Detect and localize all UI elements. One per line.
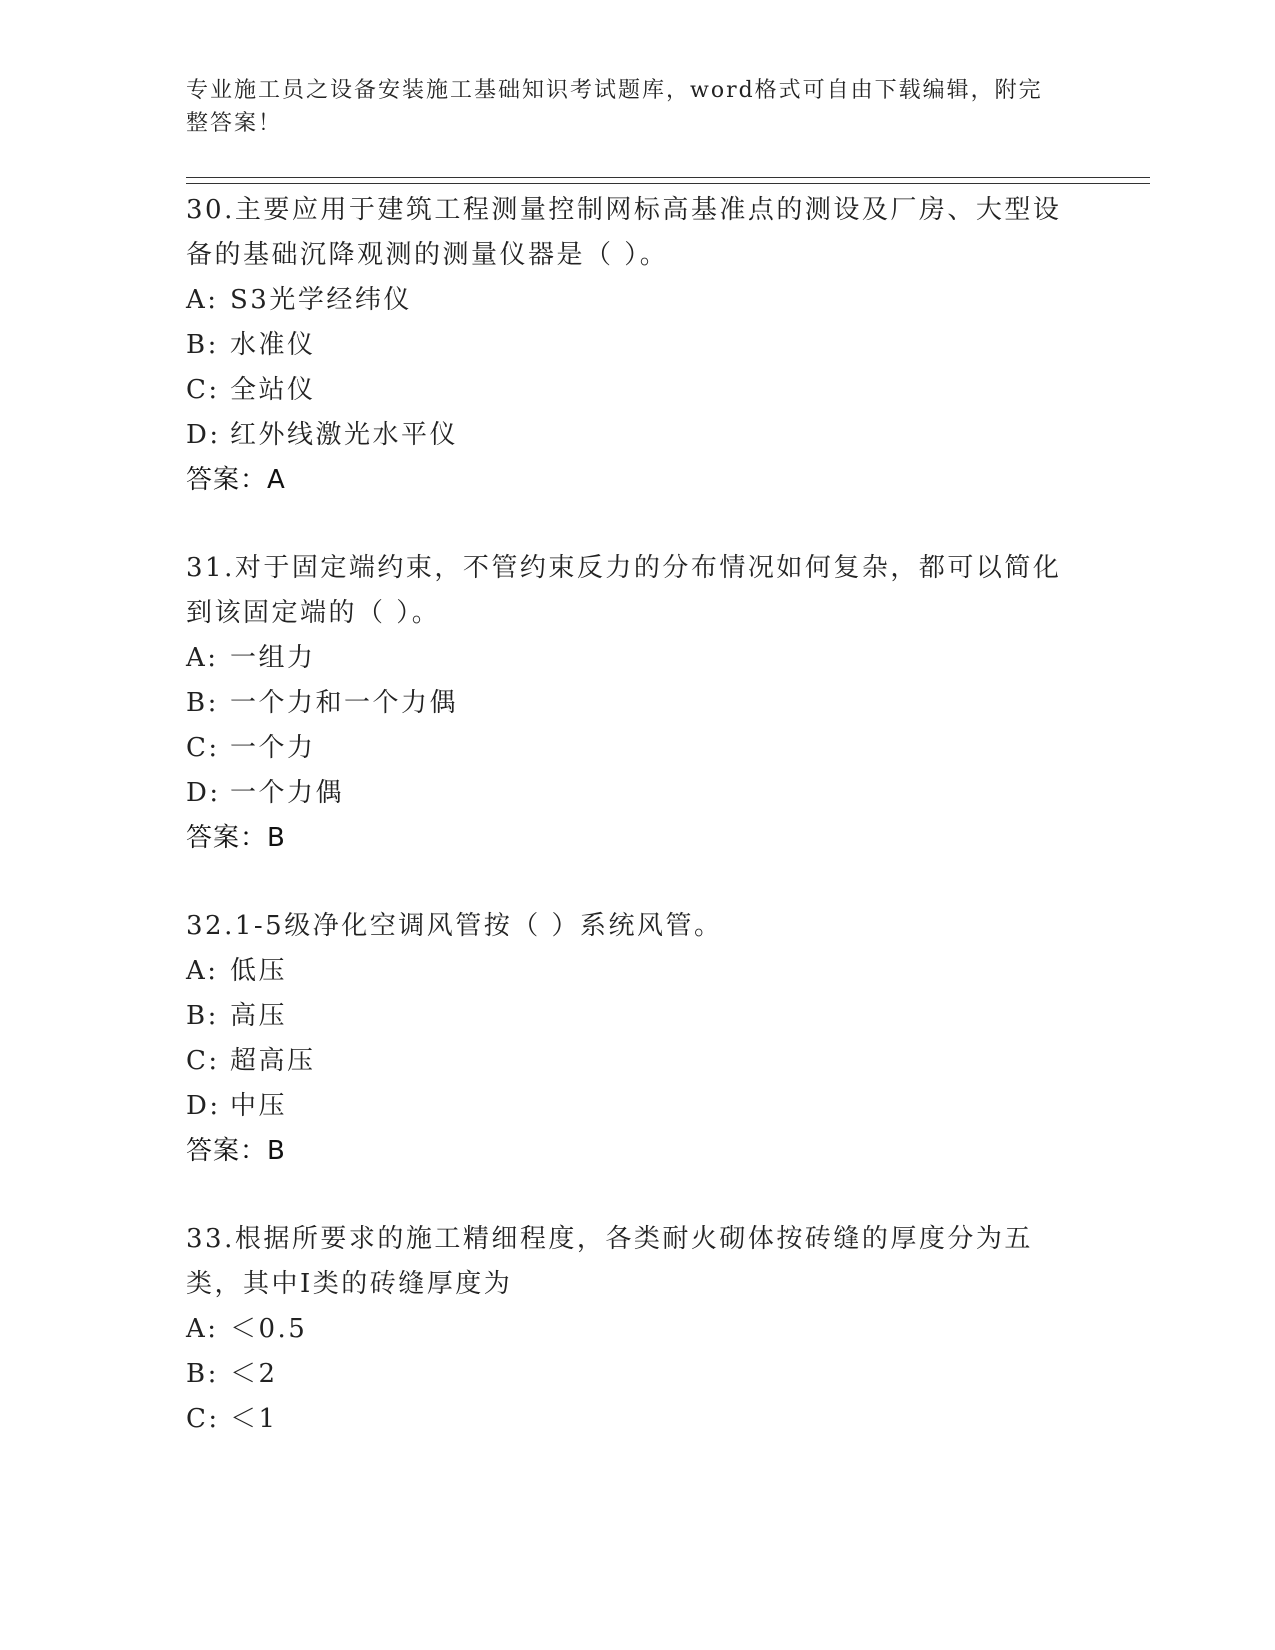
- option-text: 红外线激光水平仪: [230, 420, 459, 450]
- option-key: A:: [186, 285, 219, 315]
- document-header: 专业施工员之设备安装施工基础知识考试题库，word格式可自由下载编辑，附完整答案！: [186, 78, 1043, 136]
- question-32: [186, 904, 1086, 1174]
- option-key: B:: [186, 330, 219, 360]
- option-a: [186, 1307, 1086, 1352]
- answer-line: 答案：B: [186, 1136, 286, 1166]
- option-b: [186, 1352, 1086, 1397]
- question-stem: 31.对于固定端约束，不管约束反力的分布情况如何复杂，都可以简化到该固定端的（ ）。: [186, 553, 1062, 628]
- option-a: [186, 949, 1086, 994]
- option-c: [186, 1397, 1086, 1442]
- option-text: 水准仪: [230, 330, 316, 360]
- option-a: [186, 636, 1086, 681]
- question-stem: 33.根据所要求的施工精细程度，各类耐火砌体按砖缝的厚度分为五类，其中I类的砖缝厚度为: [186, 1224, 1033, 1299]
- option-text: S3光学经纬仪: [230, 285, 412, 315]
- option-text: 超高压: [230, 1046, 316, 1076]
- option-key: A:: [186, 956, 219, 986]
- question-31: [186, 546, 1086, 861]
- option-key: C:: [186, 1046, 220, 1076]
- option-a: [186, 278, 1086, 323]
- option-c: [186, 726, 1086, 771]
- option-key: B:: [186, 688, 219, 718]
- option-text: ＜2: [230, 1359, 278, 1389]
- option-key: B:: [186, 1359, 219, 1389]
- option-text: 一个力和一个力偶: [230, 688, 459, 718]
- option-key: D:: [186, 420, 221, 450]
- option-key: C:: [186, 733, 220, 763]
- question-list: [186, 188, 1086, 1485]
- option-b: [186, 323, 1086, 368]
- option-d: [186, 413, 1086, 458]
- question-stem: 30.主要应用于建筑工程测量控制网标高基准点的测设及厂房、大型设备的基础沉降观测的测量仪器是（ ）。: [186, 195, 1062, 270]
- answer-line: 答案：B: [186, 823, 286, 853]
- option-key: C:: [186, 1404, 220, 1434]
- option-text: ＜1: [230, 1404, 278, 1434]
- option-d: [186, 771, 1086, 816]
- option-d: [186, 1084, 1086, 1129]
- option-b: [186, 681, 1086, 726]
- option-text: 一个力偶: [230, 778, 345, 808]
- option-text: 一组力: [230, 643, 316, 673]
- option-key: C:: [186, 375, 220, 405]
- option-text: 一个力: [230, 733, 316, 763]
- option-c: [186, 1039, 1086, 1084]
- option-text: 高压: [230, 1001, 288, 1031]
- option-key: B:: [186, 1001, 219, 1031]
- header-rule-top: [186, 177, 1150, 178]
- option-text: 中压: [230, 1091, 288, 1121]
- header-rule-bottom: [186, 183, 1150, 184]
- option-b: [186, 994, 1086, 1039]
- option-key: A:: [186, 1314, 219, 1344]
- question-30: [186, 188, 1086, 503]
- option-text: 全站仪: [230, 375, 316, 405]
- question-stem: 32.1-5级净化空调风管按（ ）系统风管。: [186, 911, 723, 941]
- option-key: D:: [186, 778, 221, 808]
- option-key: A:: [186, 643, 219, 673]
- option-text: 低压: [230, 956, 288, 986]
- option-c: [186, 368, 1086, 413]
- option-key: D:: [186, 1091, 221, 1121]
- question-33: [186, 1217, 1086, 1442]
- option-text: ＜0.5: [230, 1314, 308, 1344]
- answer-line: 答案：A: [186, 465, 286, 495]
